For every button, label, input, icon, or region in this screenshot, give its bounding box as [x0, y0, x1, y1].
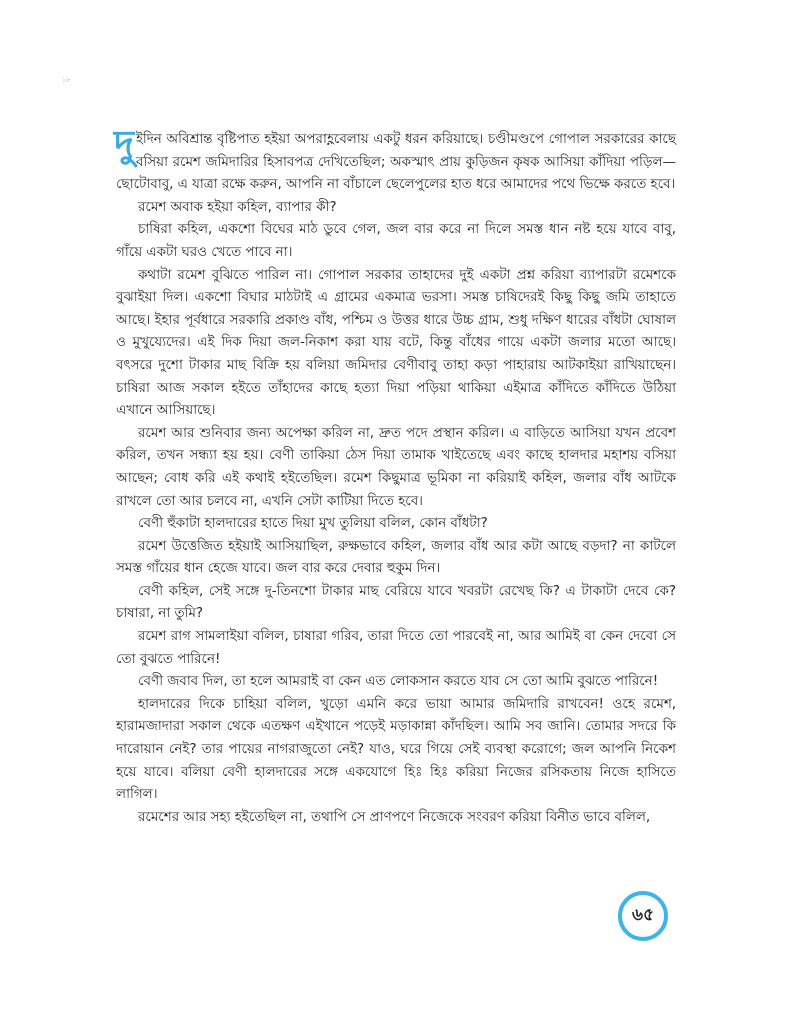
- paragraph-4: কথাটা রমেশ বুঝিতে পারিল না। গোপাল সরকার তাহাদের দুই একটা প্রশ্ন করিয়া ব্যাপারটা রমেশকে বুঝাইয়া দিল। একশো বিঘার মাঠটাই এ গ্রামের একমাত্র ভরসা। সমস্ত চাষিদেরই কিছু কিছু জমি তাহাতে আছে। ইহার পূর্বধারে সরকারি প্রকাণ্ড বাঁধ, পশ্চিম ও উত্তর ধারে উচ্চ গ্রাম, শুধু দক্ষিণ ধারের বাঁধটা ঘোষাল ও মুখুয্যেদের। এই দিক দিয়া জল-নিকাশ করা যায় বটে, কিন্তু বাঁধের গায়ে একটা জলার মতো আছে। বৎসরে দুশো টাকার মাছ বিক্রি হয় বলিয়া জমিদার বেণীবাবু তাহা কড়া পাহারায় আটকাইয়া রাখিয়াছেন। চাষিরা আজ সকাল হইতে তাঁহাদের কাছে হত্যা দিয়া পড়িয়া থাকিয়া এইমাত্র কাঁদিতে কাঁদিতে উঠিয়া এখানে আসিয়াছে।: [116, 266, 676, 419]
- paragraph-11: হালদারের দিকে চাহিয়া বলিল, খুড়ো এমনি করে ভায়া আমার জমিদারি রাখবেন! ওহে রমেশ, হারামজাদারা সকাল থেকে এতক্ষণ এইখানে পড়েই মড়াকান্না কাঁদছিল। আমি সব জানি। তোমার সদরে কি দারোয়ান নেই? তার পায়ের নাগরাজুতো নেই? যাও, ঘরে গিয়ে সেই ব্যবস্থা করোগে; জল আপনি নিকেশ হয়ে যাবে। বলিয়া বেণী হালদারের সঙ্গে একযোগে হিঃ হিঃ করিয়া নিজের রসিকতায় নিজে হাসিতে লাগিল।: [116, 695, 676, 803]
- paragraph-5: রমেশ আর শুনিবার জন্য অপেক্ষা করিল না, দ্রুত পদে প্রস্থান করিল। এ বাড়িতে আসিয়া যখন প্রবেশ করিল, তখন সন্ধ্যা হয় হয়। বেণী তাকিয়া ঠেস দিয়া তামাক খাইতেছে এবং কাছে হালদার মহাশয় বসিয়া আছেন; বোধ করি এই কথাই হইতেছিল। রমেশ কিছুমাত্র ভূমিকা না করিয়াই কহিল, জলার বাঁধ আটকে রাখলে তো আর চলবে না, এখনি সেটা কাটিয়া দিতে হবে।: [116, 424, 676, 509]
- paragraph-12: রমেশের আর সহ্য হইতেছিল না, তথাপি সে প্রাণপণে নিজেকে সংবরণ করিয়া বিনীত ভাবে বলিল,: [138, 808, 651, 825]
- drop-cap: দু: [114, 122, 134, 166]
- paragraph-10: বেণী জবাব দিল, তা হলে আমরাই বা কেন এত লোকসান করতে যাব সে তো আমি বুঝতে পারিনে!: [138, 673, 659, 690]
- paragraph-2: রমেশ অবাক হইয়া কহিল, ব্যাপার কী?: [138, 198, 337, 215]
- paragraph-1: [114, 122, 676, 196]
- paragraph-3: চাষিরা কহিল, একশো বিঘের মাঠ ডুবে গেল, জল বার করে না দিলে সমস্ত ধান নষ্ট হয়ে যাবে বাবু, গাঁয়ে একটা ঘরও খেতে পাবে না।: [116, 221, 676, 260]
- paragraph-8: বেণী কহিল, সেই সঙ্গে দু-তিনশো টাকার মাছ বেরিয়ে যাবে খবরটা রেখেছ কি? এ টাকাটা দেবে কে? চাষারা, না তুমি?: [116, 582, 676, 622]
- paragraph-6: বেণী হুঁকাটা হালদারের হাতে দিয়া মুখ তুলিয়া বলিল, কোন বাঁধটা?: [138, 515, 488, 532]
- body-text: [114, 122, 676, 828]
- page-number: ৬৫: [631, 905, 655, 925]
- paragraph-9: রমেশ রাগ সামলাইয়া বলিল, চাষারা গরিব, তারা দিতে তো পারবেই না, আর আমিই বা কেন দেবো সে তো বুঝতে পারিনে!: [116, 628, 676, 667]
- corner-mark: ১৮: [62, 76, 72, 84]
- paragraph-text: ইদিন অবিশ্রান্ত বৃষ্টিপাত হইয়া অপরাহ্ণবেলায় একটু ধরন করিয়াছে। চণ্ডীমণ্ডপে গোপাল সরকারের কাছে বসিয়া রমেশ জমিদারির হিসাবপত্র দেখিতেছিল; অকস্মাৎ প্রায় কুড়িজন কৃষক আসিয়া কাঁদিয়া পড়িল—ছোটোবাবু, এ যাত্রা রক্ষে করুন, আপনি না বাঁচালে ছেলেপুলের হাত ধরে আমাদের পথে ভিক্ষে করতে হবে।: [116, 131, 676, 193]
- page-number-badge: [618, 891, 668, 941]
- paragraph-7: রমেশ উত্তেজিত হইয়াই আসিয়াছিল, রুক্ষভাবে কহিল, জলার বাঁধ আর কটা আছে বড়দা? না কাটলে সমস্ত গাঁয়ের ধান হেজে যাবে। জল বার করে দেবার হুকুম দিন।: [116, 537, 676, 577]
